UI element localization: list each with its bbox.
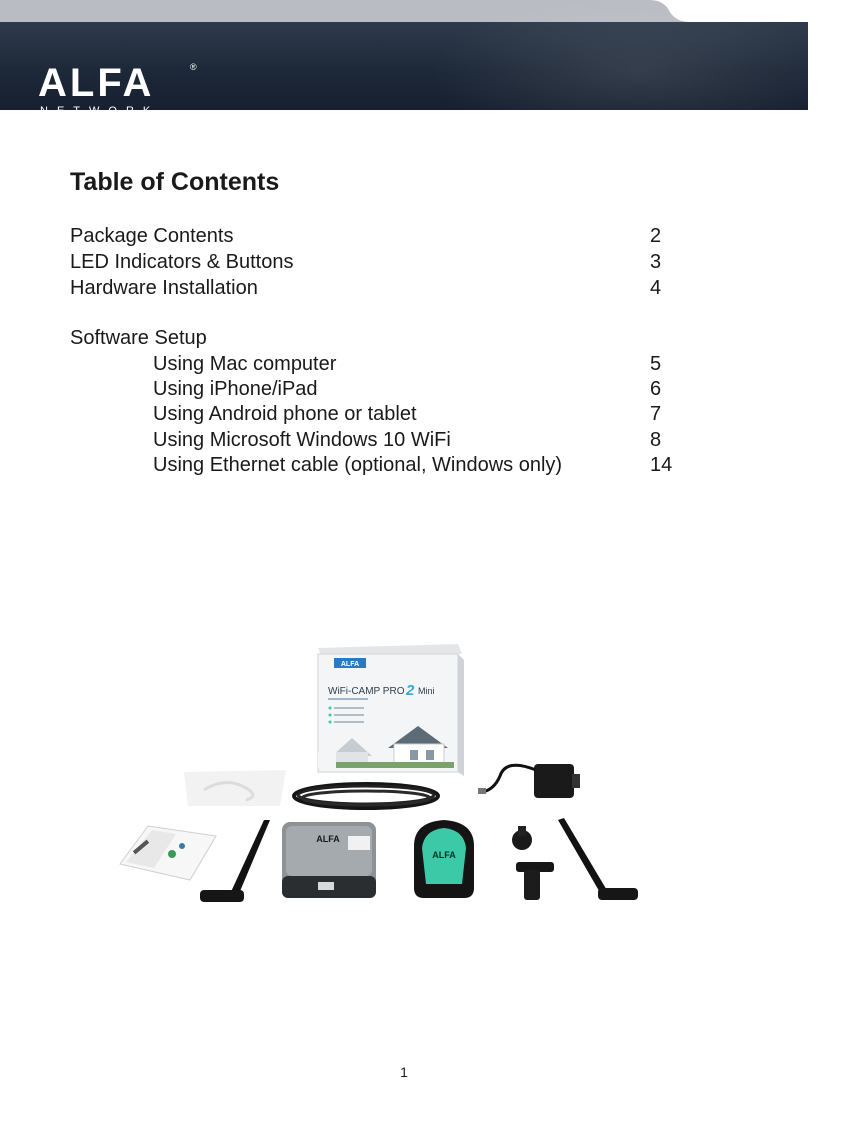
toc-entry-page: 14 [650, 454, 673, 476]
package-contents-photo [96, 640, 656, 920]
toc-entry-label: Using Android phone or tablet [153, 403, 417, 425]
antenna-left [200, 820, 270, 902]
toc-entry-label: Package Contents [70, 225, 234, 247]
toc-title: Table of Contents [70, 168, 280, 196]
toc-entry[interactable] [70, 452, 680, 478]
toc-entry-page: 8 [650, 429, 662, 451]
box-brand-label: ALFA [340, 661, 360, 668]
toc-entry-page: 7 [650, 403, 662, 425]
mounting-accessories [512, 826, 554, 900]
toc-entry-page: 3 [650, 251, 662, 273]
box-model-number: 2 [406, 682, 415, 699]
quick-start-guide [120, 826, 216, 880]
toc-entry-label: Hardware Installation [70, 277, 258, 299]
toc-entry[interactable] [70, 427, 680, 453]
toc-entry[interactable] [70, 401, 680, 427]
antenna-right [558, 818, 638, 900]
wifi-camp-device [282, 822, 376, 898]
usb-wifi-adapter [414, 820, 474, 898]
toc-entry-label: Using iPhone/iPad [153, 378, 318, 400]
toc-entry[interactable] [70, 376, 680, 402]
toc-entry[interactable] [70, 249, 680, 275]
toc-entry-label: Software Setup [70, 327, 207, 349]
alfa-network-logo [38, 62, 200, 120]
toc-entry-label: Using Mac computer [153, 353, 337, 375]
box-title-label: WiFi-CAMP PRO [328, 686, 405, 697]
box-model-suffix: Mini [418, 686, 435, 696]
adapter-brand-label: ALFA [432, 850, 456, 860]
toc-entry-page: 4 [650, 277, 662, 299]
header-banner [0, 22, 808, 117]
product-box [318, 644, 464, 776]
toc-entry-label: Using Ethernet cable (optional, Windows only) [153, 454, 563, 476]
toc-section-heading[interactable] [70, 325, 680, 351]
toc-entry-page: 5 [650, 353, 662, 375]
toc-entry[interactable] [70, 351, 680, 377]
ethernet-cable [294, 784, 438, 808]
toc-entry[interactable] [70, 223, 680, 249]
toc-entry[interactable] [70, 275, 680, 301]
toc-entry-page: 2 [650, 225, 662, 247]
logo-wordmark: ALFA [38, 61, 155, 105]
toc-entry-label: Using Microsoft Windows 10 WiFi [153, 429, 451, 451]
power-adapter [478, 764, 580, 798]
device-brand-label: ALFA [316, 834, 340, 844]
registered-mark: ® [190, 62, 197, 72]
usb-cable-bag [184, 770, 286, 806]
toc-entry-label: LED Indicators & Buttons [70, 251, 294, 273]
logo-subtitle: NETWORK [40, 105, 160, 117]
page-number: 1 [400, 1064, 408, 1080]
toc-entry-page: 6 [650, 378, 662, 400]
